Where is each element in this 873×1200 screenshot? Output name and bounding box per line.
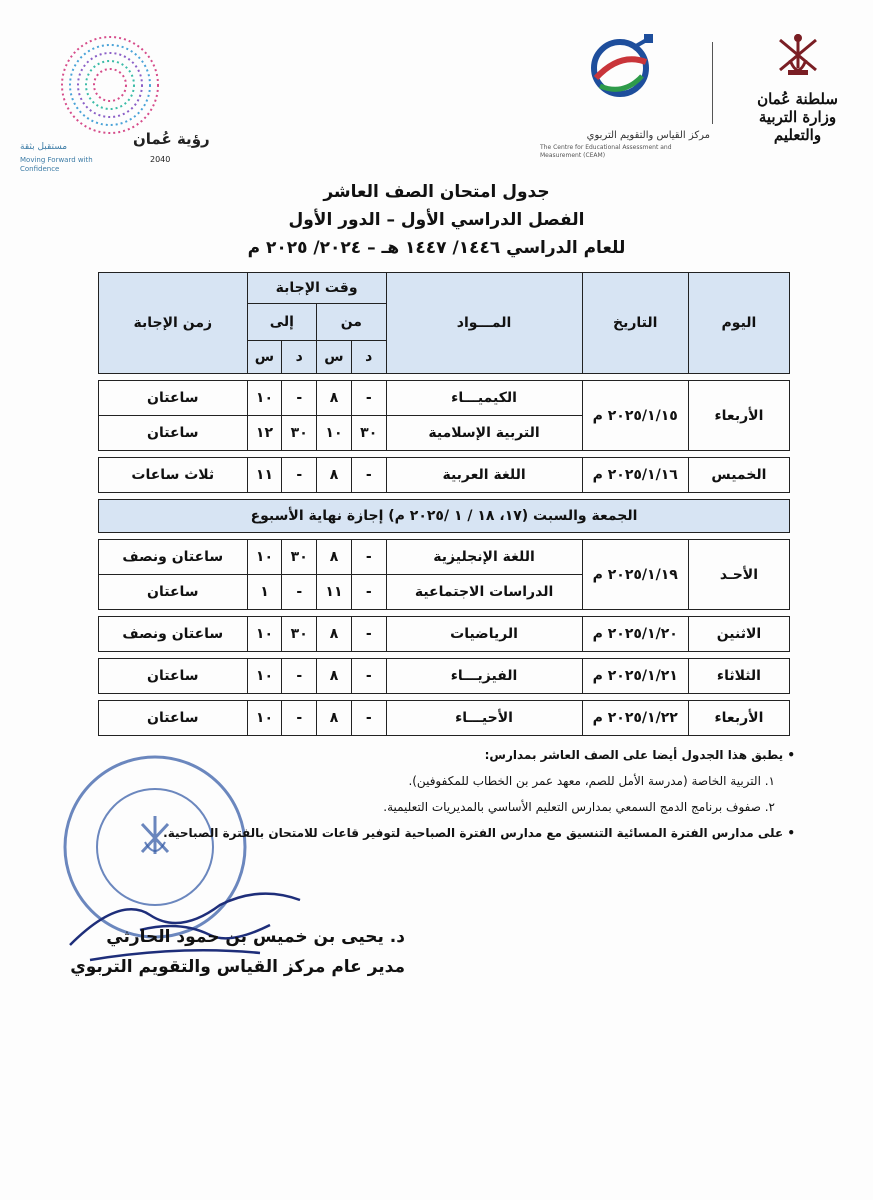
vision-dots-icon — [55, 30, 165, 140]
row-date: ٢٠٢٥/١/١٩ م — [582, 540, 688, 610]
row-to-hours: ١٠ — [247, 701, 282, 736]
row-to-hours: ١ — [247, 575, 282, 610]
ministry-logo — [735, 30, 860, 144]
ceam-name-ar: مركز القياس والتقويم التربوي — [586, 130, 710, 141]
note-1: • يطبق هذا الجدول أيضا على الصف العاشر بمدارس: — [484, 748, 795, 762]
weekend-row — [99, 500, 790, 533]
khanjar-emblem-icon — [768, 30, 828, 82]
title-line3: للعام الدراسي ١٤٤٦/ ١٤٤٧ هـ – ٢٠٢٤/ ٢٠٢٥ م — [247, 238, 626, 258]
exam-schedule-table — [98, 272, 790, 736]
row-day: الثلاثاء — [688, 659, 789, 694]
row-from-minutes: - — [351, 659, 386, 694]
table-row — [99, 617, 790, 652]
row-to-minutes: - — [282, 575, 317, 610]
row-from-hours: ٨ — [317, 540, 352, 575]
header-to-hours: س — [247, 341, 282, 374]
ceam-globe-icon — [580, 32, 660, 102]
header-from-hours: س — [317, 341, 352, 374]
title-line1: جدول امتحان الصف العاشر — [323, 182, 550, 202]
row-to-hours: ١٠ — [247, 659, 282, 694]
row-subject: الفيزيـــاء — [386, 659, 582, 694]
header-to-minutes: د — [282, 341, 317, 374]
weekend-note: الجمعة والسبت (١٧، ١٨ / ١ /٢٠٢٥ م) إجازة نهاية الأسبوع — [99, 500, 790, 533]
table-row — [99, 659, 790, 694]
row-date: ٢٠٢٥/١/١٦ م — [582, 458, 688, 493]
row-to-minutes: ٣٠ — [282, 416, 317, 451]
header-day: اليوم — [688, 273, 789, 374]
row-subject: الأحيـــاء — [386, 701, 582, 736]
vision-year: 2040 — [150, 155, 171, 164]
row-to-hours: ١٠ — [247, 540, 282, 575]
spacer-row — [99, 493, 790, 500]
vision-tagline-en: Moving Forward with Confidence — [20, 156, 93, 173]
row-from-minutes: - — [351, 458, 386, 493]
vision-tagline-ar: مستقبل بثقة — [20, 142, 68, 152]
row-duration: ساعتان — [99, 416, 248, 451]
header-answer-time: وقت الإجابة — [247, 273, 386, 304]
spacer-row — [99, 610, 790, 617]
row-from-minutes: - — [351, 381, 386, 416]
ministry-name-line1: سلطنة عُمان — [757, 90, 838, 108]
row-to-minutes: - — [282, 458, 317, 493]
row-day: الاثنين — [688, 617, 789, 652]
vision-2040-logo — [15, 30, 215, 173]
header-subject: المـــواد — [386, 273, 582, 374]
row-duration: ساعتان ونصف — [99, 540, 248, 575]
ministry-name-line2: وزارة التربية والتعليم — [758, 108, 837, 144]
row-from-minutes: - — [351, 701, 386, 736]
document-titles — [0, 178, 873, 262]
signer-name: د. يحيى بن خميس بن حمود الحارثي — [106, 927, 405, 947]
header-from-minutes: د — [351, 341, 386, 374]
table-row — [99, 381, 790, 416]
row-subject: التربية الإسلامية — [386, 416, 582, 451]
notes-block — [60, 742, 795, 846]
table-row — [99, 458, 790, 493]
row-duration: ساعتان — [99, 575, 248, 610]
row-to-minutes: - — [282, 381, 317, 416]
row-day: الخميس — [688, 458, 789, 493]
note-1b: ٢. صفوف برنامج الدمج السمعي بمدارس التعليم الأساسي بالمديريات التعليمية. — [383, 800, 775, 814]
spacer-row — [99, 694, 790, 701]
row-date: ٢٠٢٥/١/٢١ م — [582, 659, 688, 694]
note-1a: ١. التربية الخاصة (مدرسة الأمل للصم، معهد عمر بن الخطاب للمكفوفين). — [408, 774, 775, 788]
row-day: الأربعاء — [688, 701, 789, 736]
table-row — [99, 540, 790, 575]
row-from-hours: ١١ — [317, 575, 352, 610]
row-subject: اللغة الإنجليزية — [386, 540, 582, 575]
row-from-minutes: ٣٠ — [351, 416, 386, 451]
vision-name-ar: رؤية عُمان — [133, 130, 210, 148]
header-from: من — [317, 304, 387, 341]
signer-block — [60, 922, 405, 982]
row-from-hours: ٨ — [317, 617, 352, 652]
row-subject: الرياضيات — [386, 617, 582, 652]
row-date: ٢٠٢٥/١/٢٢ م — [582, 701, 688, 736]
row-subject: الكيميـــاء — [386, 381, 582, 416]
row-duration: ساعتان — [99, 701, 248, 736]
row-subject: الدراسات الاجتماعية — [386, 575, 582, 610]
header-duration: زمن الإجابة — [99, 273, 248, 374]
row-to-minutes: - — [282, 659, 317, 694]
spacer-row — [99, 374, 790, 381]
row-duration: ساعتان — [99, 659, 248, 694]
row-to-hours: ١١ — [247, 458, 282, 493]
title-line2: الفصل الدراسي الأول – الدور الأول — [288, 210, 585, 230]
row-from-hours: ٨ — [317, 659, 352, 694]
row-duration: ساعتان — [99, 381, 248, 416]
row-date: ٢٠٢٥/١/٢٠ م — [582, 617, 688, 652]
row-to-hours: ١٠ — [247, 381, 282, 416]
row-duration: ساعتان ونصف — [99, 617, 248, 652]
row-to-minutes: ٣٠ — [282, 617, 317, 652]
header-date: التاريخ — [582, 273, 688, 374]
row-from-minutes: - — [351, 575, 386, 610]
logo-divider — [712, 42, 713, 124]
row-from-minutes: - — [351, 617, 386, 652]
spacer-row — [99, 652, 790, 659]
table-row — [99, 701, 790, 736]
row-day: الأحـد — [688, 540, 789, 610]
row-from-minutes: - — [351, 540, 386, 575]
header-to: إلى — [247, 304, 317, 341]
row-to-hours: ١٢ — [247, 416, 282, 451]
row-date: ٢٠٢٥/١/١٥ م — [582, 381, 688, 451]
row-to-hours: ١٠ — [247, 617, 282, 652]
signer-title: مدير عام مركز القياس والتقويم التربوي — [70, 957, 405, 977]
row-duration: ثلاث ساعات — [99, 458, 248, 493]
spacer-row — [99, 533, 790, 540]
ceam-logo — [540, 32, 710, 159]
row-from-hours: ١٠ — [317, 416, 352, 451]
note-2: • على مدارس الفترة المسائية التنسيق مع مدارس الفترة الصباحية لتوفير قاعات للامتحان بالفترة الصباحية. — [163, 826, 795, 840]
row-from-hours: ٨ — [317, 458, 352, 493]
ceam-name-en: The Centre for Educational Assessment and Measurement (CEAM) — [540, 144, 672, 159]
row-subject: اللغة العربية — [386, 458, 582, 493]
row-from-hours: ٨ — [317, 701, 352, 736]
spacer-row — [99, 451, 790, 458]
row-to-minutes: - — [282, 701, 317, 736]
row-day: الأربعاء — [688, 381, 789, 451]
row-to-minutes: ٣٠ — [282, 540, 317, 575]
row-from-hours: ٨ — [317, 381, 352, 416]
